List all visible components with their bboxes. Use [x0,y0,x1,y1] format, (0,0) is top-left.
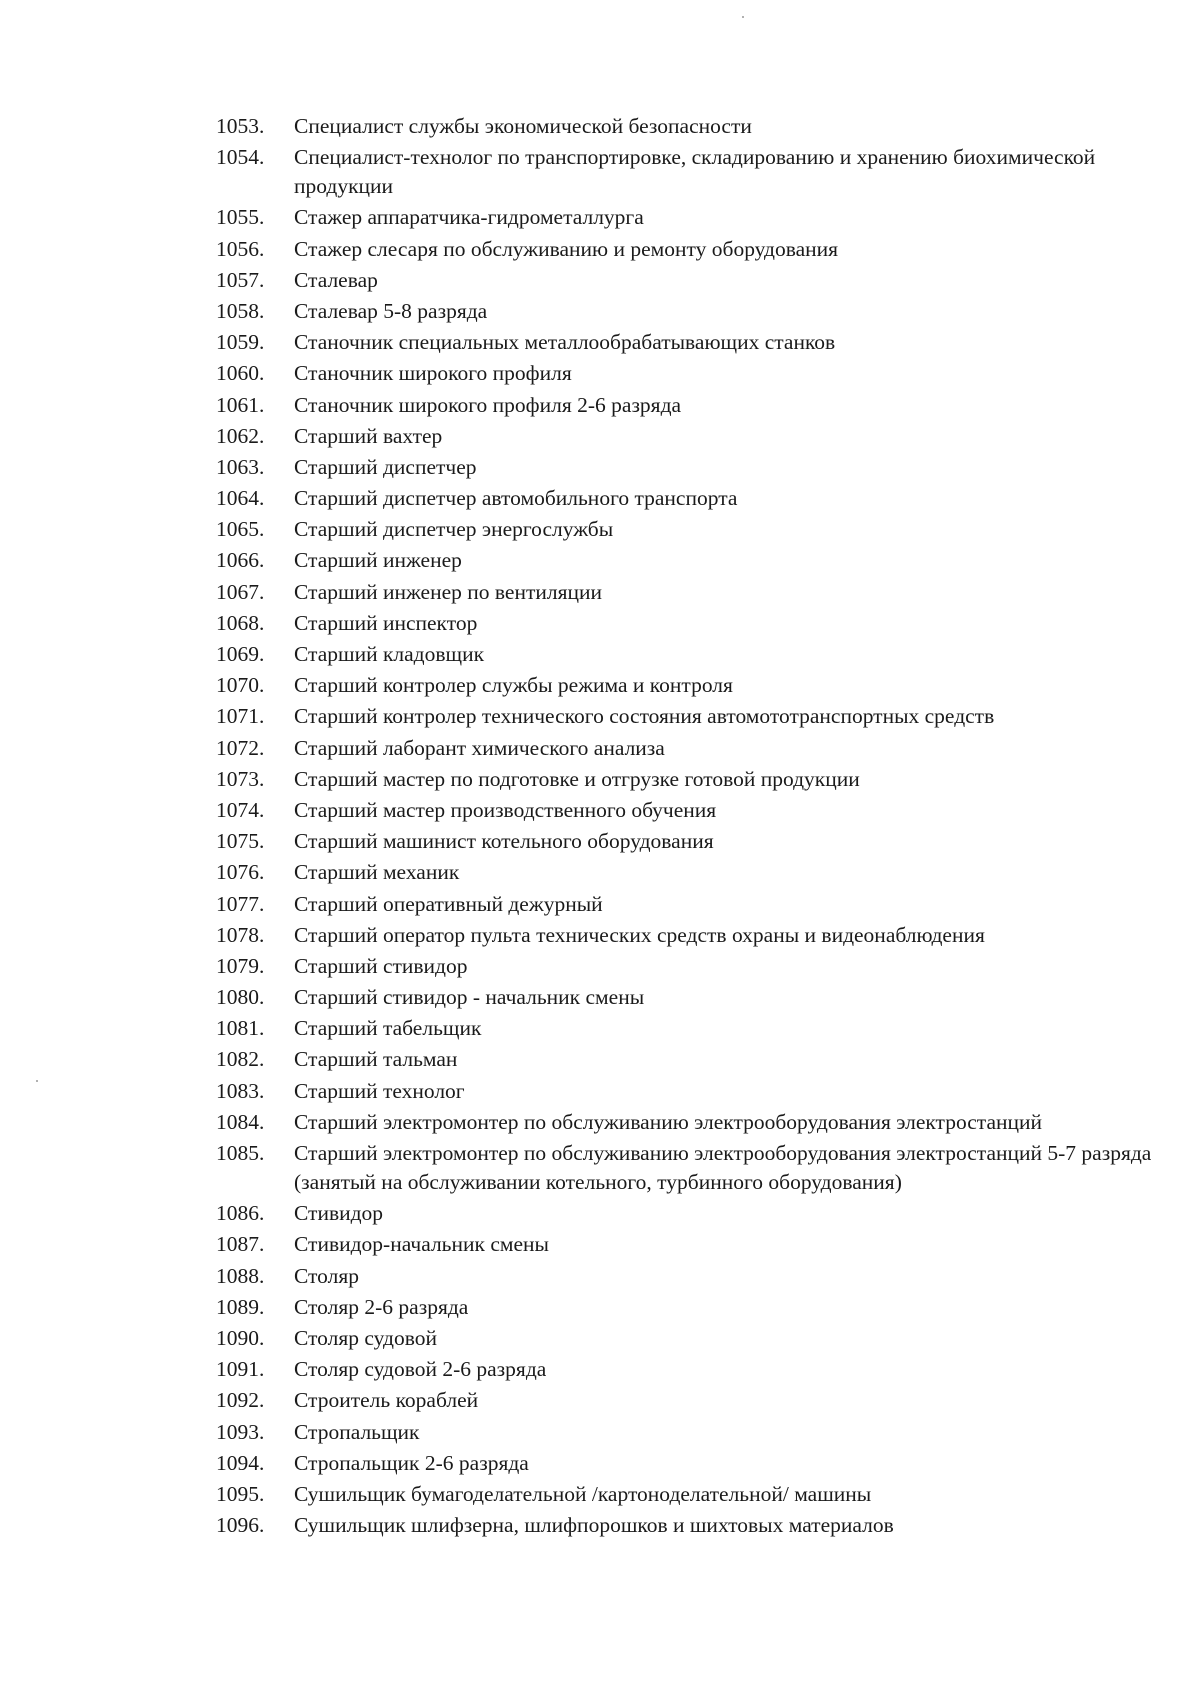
item-text: Сушильщик шлифзерна, шлифпорошков и шихтовых материалов [294,1513,894,1538]
item-text: Старший контролер службы режима и контроля [294,673,733,698]
list-item [216,391,1176,420]
list-item [216,765,1176,794]
item-number: 1082. [216,1047,265,1072]
item-text: Специалист службы экономической безопасности [294,114,752,138]
item-number: 1061. [216,392,265,417]
item-number: 1065. [216,517,265,542]
list-item [216,983,1176,1012]
item-number: 1057. [216,267,265,292]
list-item [216,546,1176,575]
item-number: 1074. [216,797,265,822]
item-text: Старший инженер [294,548,462,573]
list-item [216,952,1176,981]
item-text: Столяр [294,1263,360,1288]
list-item [216,235,1176,264]
list-item [216,734,1176,763]
item-number: 1077. [216,891,265,916]
item-text: Старший оператор пульта технических средств охраны и видеонаблюдения [294,922,985,947]
list-item [216,1199,1176,1228]
item-number: 1080. [216,985,265,1010]
list-item [216,1480,1176,1509]
item-text: Старший лаборант химического анализа [294,735,665,760]
item-text: Старший электромонтер по обслуживанию электрооборудования электростанций 5-7 разряда (занятый на обслуживании котельного, турбинного оборудования) [294,1141,1152,1194]
item-number: 1085. [216,1141,265,1165]
item-number: 1054. [216,145,265,170]
list-item [216,484,1176,513]
list-item [216,297,1176,326]
list-item [216,1108,1176,1137]
item-text: Сталевар [294,267,378,292]
list-item [216,266,1176,295]
item-number: 1092. [216,1388,265,1413]
item-number: 1089. [216,1294,265,1319]
item-text: Специалист-технолог по транспортировке, складированию и хранению биохимической продукции [294,145,1096,199]
item-number: 1083. [216,1078,265,1103]
list-item [216,1449,1176,1478]
item-text: Старший инспектор [294,610,478,635]
item-number: 1071. [216,704,265,729]
item-text: Старший стивидор [294,953,468,978]
item-text: Сталевар 5-8 разряда [294,298,488,323]
item-number: 1062. [216,423,265,448]
item-number: 1087. [216,1232,265,1257]
list-item [216,921,1176,950]
scan-speck [36,1080,38,1082]
list-item [216,359,1176,388]
item-text: Старший кладовщик [294,642,485,666]
item-number: 1076. [216,860,265,885]
item-text: Старший контролер технического состояния автомототранспортных средств [294,704,995,729]
list-item [216,453,1176,482]
list-item [216,1418,1176,1447]
list-item [216,515,1176,544]
item-number: 1079. [216,953,265,978]
item-text: Старший диспетчер энергослужбы [294,517,614,542]
item-number: 1090. [216,1325,265,1350]
item-text: Старший мастер по подготовке и отгрузке готовой продукции [294,766,860,791]
list-item [216,143,1176,201]
item-text: Столяр судовой 2-6 разряда [294,1357,547,1382]
item-text: Старший диспетчер автомобильного транспорта [294,486,738,511]
list-item [216,702,1176,731]
item-text: Станочник специальных металлообрабатывающих станков [294,330,836,355]
list-item [216,1014,1176,1043]
item-number: 1096. [216,1513,265,1538]
item-number: 1086. [216,1201,265,1226]
item-number: 1093. [216,1419,265,1444]
item-text: Столяр 2-6 разряда [294,1294,469,1319]
list-item [216,1355,1176,1384]
list-item [216,112,1176,141]
item-text: Стажер слесаря по обслуживанию и ремонту оборудования [294,236,839,261]
item-number: 1078. [216,922,265,947]
item-text: Старший диспетчер [294,454,477,479]
item-text: Старший механик [294,860,460,885]
scan-speck [742,16,744,18]
item-text: Старший инженер по вентиляции [294,579,602,604]
list-item [216,1511,1176,1540]
list-item [216,1324,1176,1353]
item-text: Сушильщик бумагоделательной /картоноделательной/ машины [294,1481,872,1506]
item-number: 1070. [216,673,265,698]
item-text: Стажер аппаратчика-гидрометаллурга [294,205,644,230]
list-item [216,1262,1176,1291]
item-number: 1091. [216,1357,265,1382]
item-text: Стивидор [294,1201,384,1226]
item-text: Старший табельщик [294,1016,482,1041]
item-number: 1058. [216,298,265,323]
list-item [216,1230,1176,1259]
item-text: Старший тальман [294,1047,458,1072]
item-number: 1059. [216,330,265,355]
item-number: 1069. [216,642,265,666]
list-item [216,328,1176,357]
item-text: Стивидор-начальник смены [294,1232,549,1257]
list-item [216,796,1176,825]
item-number: 1075. [216,829,265,854]
list-item [216,609,1176,638]
list-item [216,1386,1176,1415]
list-item [216,671,1176,700]
item-number: 1060. [216,361,265,386]
item-number: 1094. [216,1450,265,1475]
item-text: Стропальщик [294,1419,420,1444]
item-text: Старший оперативный дежурный [294,891,603,916]
item-text: Столяр судовой [294,1325,437,1350]
item-text: Старший машинист котельного оборудования [294,829,714,854]
list-item [216,858,1176,887]
item-number: 1063. [216,454,265,479]
list-item [216,1139,1176,1197]
list-item [216,203,1176,232]
item-number: 1088. [216,1263,265,1288]
item-number: 1067. [216,579,265,604]
item-text: Старший технолог [294,1078,465,1103]
item-number: 1053. [216,114,265,138]
list-item [216,578,1176,607]
list-item [216,422,1176,451]
item-number: 1055. [216,205,265,230]
item-number: 1072. [216,735,265,760]
item-number: 1084. [216,1109,265,1134]
item-text: Станочник широкого профиля [294,361,572,386]
list-item [216,1293,1176,1322]
item-text: Стропальщик 2-6 разряда [294,1450,529,1475]
item-number: 1056. [216,236,265,261]
item-text: Старший вахтер [294,423,443,448]
list-item [216,1077,1176,1106]
list-item [216,640,1176,669]
item-text: Старший стивидор - начальник смены [294,985,645,1010]
item-number: 1066. [216,548,265,573]
list-item [216,890,1176,919]
item-number: 1064. [216,486,265,511]
item-number: 1073. [216,766,265,791]
list-item [216,1045,1176,1074]
item-number: 1068. [216,610,265,635]
item-number: 1081. [216,1016,265,1041]
item-text: Станочник широкого профиля 2-6 разряда [294,392,682,417]
item-text: Строитель кораблей [294,1388,479,1413]
occupation-list [216,112,1176,1542]
item-number: 1095. [216,1481,265,1506]
item-text: Старший электромонтер по обслуживанию электрооборудования электростанций [294,1109,1043,1134]
list-item [216,827,1176,856]
item-text: Старший мастер производственного обучения [294,797,717,822]
